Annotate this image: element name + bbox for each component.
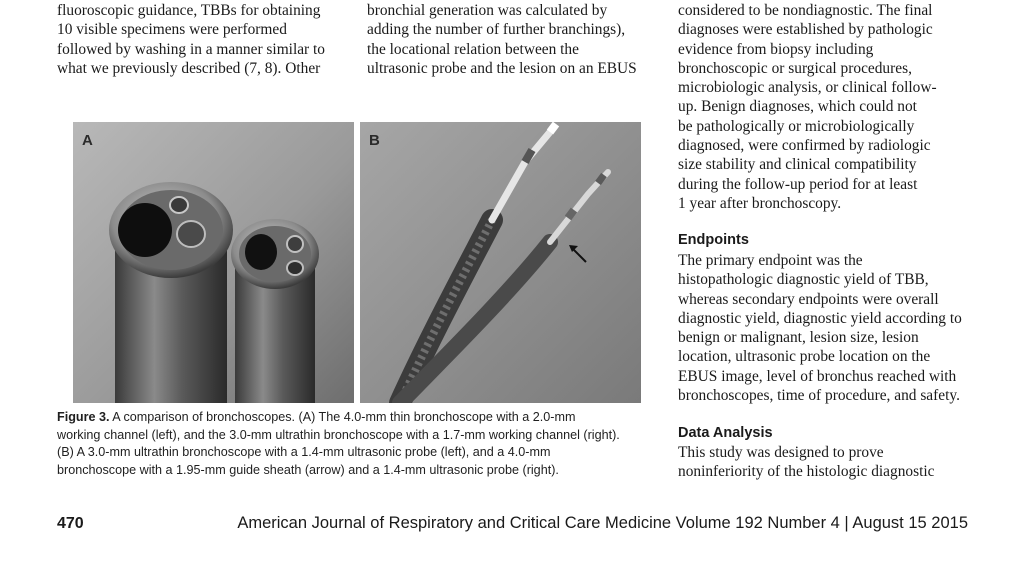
journal-citation: American Journal of Respiratory and Critical Care Medicine Volume 192 Number 4 | August 15 2015 bbox=[237, 514, 968, 532]
text-line: diagnostic yield, diagnostic yield according to bbox=[678, 309, 962, 327]
text-column-left bbox=[57, 1, 325, 78]
caption-line bbox=[57, 409, 657, 427]
text-line: The primary endpoint was the bbox=[678, 252, 863, 269]
text-line: diagnoses were established by pathologic bbox=[678, 21, 933, 39]
text-line: EBUS image, level of bronchus reached with bbox=[678, 367, 957, 385]
figure-caption bbox=[57, 409, 657, 479]
figure-panel-b-photo bbox=[360, 122, 641, 403]
caption-line: working channel (left), and the 3.0-mm ultrathin bronchoscope with a 1.7-mm working channel (right). bbox=[57, 427, 620, 442]
text-line: benign or malignant, lesion size, lesion bbox=[678, 329, 919, 347]
text-line: ultrasonic probe and the lesion on an EBUS bbox=[367, 59, 637, 77]
panel-label-b: B bbox=[369, 132, 380, 149]
text-line: location, ultrasonic probe location on the bbox=[678, 348, 931, 366]
text-column-middle bbox=[367, 1, 637, 78]
text-line: evidence from biopsy including bbox=[678, 40, 874, 58]
caption-line: (B) A 3.0-mm ultrathin bronchoscope with a 1.4-mm ultrasonic probe (left), and a 4.0-mm bbox=[57, 445, 551, 460]
page-number: 470 bbox=[57, 515, 84, 532]
text-line: microbiologic analysis, or clinical follow- bbox=[678, 79, 937, 97]
text-line: histopathologic diagnostic yield of TBB, bbox=[678, 271, 929, 289]
section-heading-endpoints: Endpoints bbox=[678, 232, 749, 248]
text-line: up. Benign diagnoses, which could not bbox=[678, 98, 917, 116]
text-line: considered to be nondiagnostic. The final bbox=[678, 2, 933, 19]
text-line: bronchoscopes, time of procedure, and safety. bbox=[678, 387, 960, 405]
text-line: 10 visible specimens were performed bbox=[57, 21, 287, 39]
text-line: whereas secondary endpoints were overall bbox=[678, 290, 939, 308]
ultrasonic-probes-illustration bbox=[360, 122, 641, 403]
text-line: adding the number of further branchings), bbox=[367, 21, 626, 39]
text-line: bronchoscopic or surgical procedures, bbox=[678, 59, 912, 77]
text-line: fluoroscopic guidance, TBBs for obtaining bbox=[57, 2, 321, 19]
text-line: be pathologically or microbiologically bbox=[678, 117, 915, 135]
text-line: noninferiority of the histologic diagnostic bbox=[678, 463, 935, 481]
text-column-right bbox=[678, 1, 937, 213]
figure-panel-a-photo bbox=[73, 122, 354, 403]
panel-label-a: A bbox=[82, 132, 93, 149]
bronchoscope-tips-illustration bbox=[73, 122, 354, 403]
text-line: size stability and clinical compatibility bbox=[678, 156, 917, 174]
text-line: during the follow-up period for at least bbox=[678, 175, 918, 193]
data-analysis-paragraph bbox=[678, 443, 934, 482]
caption-text: A comparison of bronchoscopes. (A) The 4.0-mm thin bronchoscope with a 2.0-mm bbox=[109, 410, 576, 424]
text-line: 1 year after bronchoscopy. bbox=[678, 194, 842, 212]
caption-line: bronchoscope with a 1.95-mm guide sheath (arrow) and a 1.4-mm ultrasonic probe (right). bbox=[57, 462, 559, 477]
text-line: bronchial generation was calculated by bbox=[367, 2, 608, 19]
caption-label: Figure 3. bbox=[57, 410, 110, 424]
text-line: followed by washing in a manner similar to bbox=[57, 40, 325, 58]
text-line: what we previously described (7, 8). Other bbox=[57, 59, 321, 77]
endpoints-paragraph bbox=[678, 251, 962, 405]
text-line: the locational relation between the bbox=[367, 40, 579, 58]
text-line: This study was designed to prove bbox=[678, 444, 884, 461]
section-heading-data-analysis: Data Analysis bbox=[678, 425, 773, 441]
text-line: diagnosed, were confirmed by radiologic bbox=[678, 137, 931, 155]
